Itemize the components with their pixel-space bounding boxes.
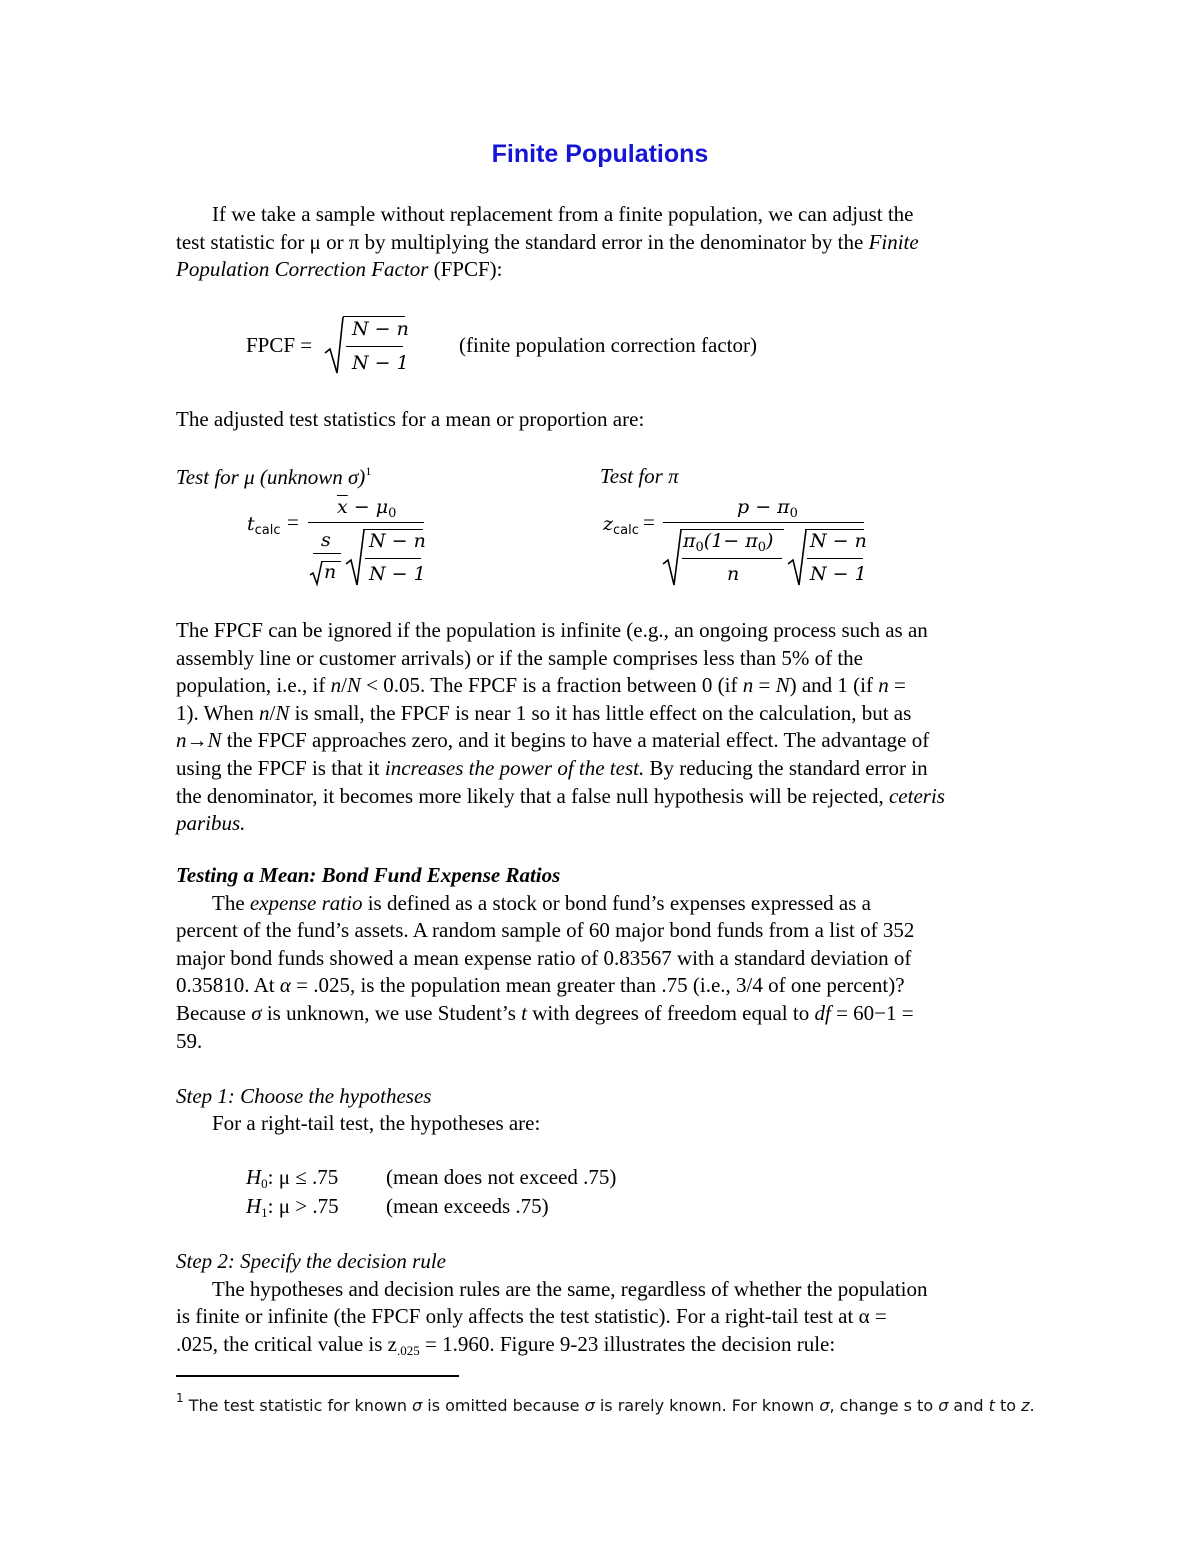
adjusted-intro: The adjusted test statistics for a mean or proportion are: <box>176 407 645 431</box>
z-calc-variance-numerator: $\pi_0(1- \pi_0)$ <box>683 530 774 555</box>
z-calc-fpc-denominator: N − 1 <box>810 563 867 585</box>
bond-line-5: Because σ is unknown, we use Student’s t with degrees of freedom equal to df = 60−1 = <box>176 1000 914 1025</box>
page-title: Finite Populations <box>491 140 709 168</box>
ignore-line-2: assembly line or customer arrivals) or if the sample comprises less than 5% of the <box>176 645 863 670</box>
fpcf-fraction-line <box>346 346 403 347</box>
hypothesis-h1: $H_1$: μ > .75 <box>246 1194 339 1220</box>
t-calc-fpc-numerator: N − n <box>369 530 426 552</box>
t-calc-numerator: $\overline{x} - \mu_0$ <box>337 496 397 521</box>
ignore-line-5: n→N the FPCF approaches zero, and it begins to have a material effect. The advantage of <box>176 728 930 753</box>
step1-text: For a right-tail test, the hypotheses are: <box>212 1111 541 1135</box>
fpcf-label: (finite population correction factor) <box>459 333 757 357</box>
bond-line-2: percent of the fund’s assets. A random sample of 60 major bond funds from a list of 352 <box>176 918 915 943</box>
z-calc-main-fraction-line <box>663 522 864 523</box>
t-calc-s-fraction-line <box>313 553 341 554</box>
z-calc-fpc-numerator: N − n <box>810 530 867 552</box>
test-mean-heading: Test for μ (unknown σ)$^1$ <box>176 464 372 489</box>
z-calc-variance-fraction-line <box>682 558 782 559</box>
t-calc-s: s <box>321 529 331 551</box>
intro-line-1: If we take a sample without replacement from a finite population, we can adjust the <box>212 202 914 226</box>
fpcf-denominator: N − 1 <box>352 352 409 374</box>
footnote: $^1$ The test statistic for known σ is omitted because σ is rarely known. For known σ, change s to σ and t to z. <box>176 1391 1035 1415</box>
t-calc-main-fraction-line <box>308 522 424 523</box>
step2-line-1: The hypotheses and decision rules are the same, regardless of whether the population <box>212 1276 928 1301</box>
t-calc-fpc-fraction-line <box>365 558 421 559</box>
bond-section <box>176 862 1026 1055</box>
hypothesis-h0: $H_0$: μ ≤ .75 <box>246 1165 339 1191</box>
bond-line-3: major bond funds showed a mean expense ratio of 0.83567 with a standard deviation of <box>176 945 912 970</box>
z-calc-numerator: $p - \pi_0$ <box>737 496 798 521</box>
step2-section <box>176 1248 1026 1364</box>
test-prop-heading: Test for π <box>600 464 679 488</box>
t-calc-fpc-radical-icon <box>345 528 365 588</box>
bond-line-6: 59. <box>176 1028 203 1053</box>
t-calc-equals: = <box>287 510 299 534</box>
z-calc-fpc-fraction-line <box>807 558 863 559</box>
z-calc-fpc-radical-icon <box>787 528 807 588</box>
intro-line-2: test statistic for μ or π by multiplying the standard error in the denominator by the Finite <box>176 229 919 254</box>
t-calc-n: n <box>324 561 337 583</box>
ignore-line-4: 1). When n/N is small, the FPCF is near 1 so it has little effect on the calculation, but as <box>176 700 912 725</box>
step2-line-3: .025, the critical value is $z_{.025} = 1.960$. Figure 9-23 illustrates the decision rule: <box>176 1331 836 1358</box>
bond-heading: Testing a Mean: Bond Fund Expense Ratios <box>176 863 561 887</box>
t-calc-fpc-denominator: N − 1 <box>369 563 426 585</box>
fpcf-numerator: N − n <box>352 318 409 340</box>
bond-line-4: 0.35810. At α = .025, is the population mean greater than .75 (i.e., 3/4 of one percent)? <box>176 973 905 998</box>
step2-line-2: is finite or infinite (the FPCF only affects the test statistic). For a right-tail test at α = <box>176 1304 887 1329</box>
bond-line-1: The expense ratio is defined as a stock or bond fund’s expenses expressed as a <box>212 890 871 915</box>
footnote-rule <box>176 1375 459 1377</box>
fpcf-lhs: FPCF = <box>246 333 313 357</box>
hypothesis-h0-description: (mean does not exceed .75) <box>386 1165 617 1189</box>
step1-heading: Step 1: Choose the hypotheses <box>176 1084 432 1108</box>
ignore-line-1: The FPCF can be ignored if the population is infinite (e.g., an ongoing process such as an <box>176 618 928 642</box>
fpcf-radical-icon <box>323 315 345 377</box>
step2-heading: Step 2: Specify the decision rule <box>176 1249 446 1273</box>
intro-paragraph <box>176 201 1026 284</box>
ignore-line-6: using the FPCF is that it increases the power of the test. By reducing the standard error in <box>176 755 928 780</box>
ignore-line-7: the denominator, it becomes more likely that a false null hypothesis will be rejected, ceteris <box>176 783 945 808</box>
z-calc-lhs: $z_{calc}$ <box>603 513 639 538</box>
ignore-line-8: paribus. <box>176 811 246 836</box>
intro-line-3: Population Correction Factor (FPCF): <box>176 257 503 282</box>
hypothesis-h1-description: (mean exceeds .75) <box>386 1194 549 1218</box>
z-calc-variance-radical-icon <box>662 528 682 588</box>
z-calc-equals: = <box>643 510 655 534</box>
z-calc-variance-denominator: n <box>727 563 740 585</box>
t-calc-lhs: $t_{calc}$ <box>247 513 281 538</box>
t-calc-sqrt-n-icon <box>309 559 323 585</box>
ignore-line-3: population, i.e., if n/N < 0.05. The FPCF is a fraction between 0 (if n = N) and 1 (if n = <box>176 673 906 698</box>
fpcf-ignore-paragraph <box>176 617 1026 838</box>
